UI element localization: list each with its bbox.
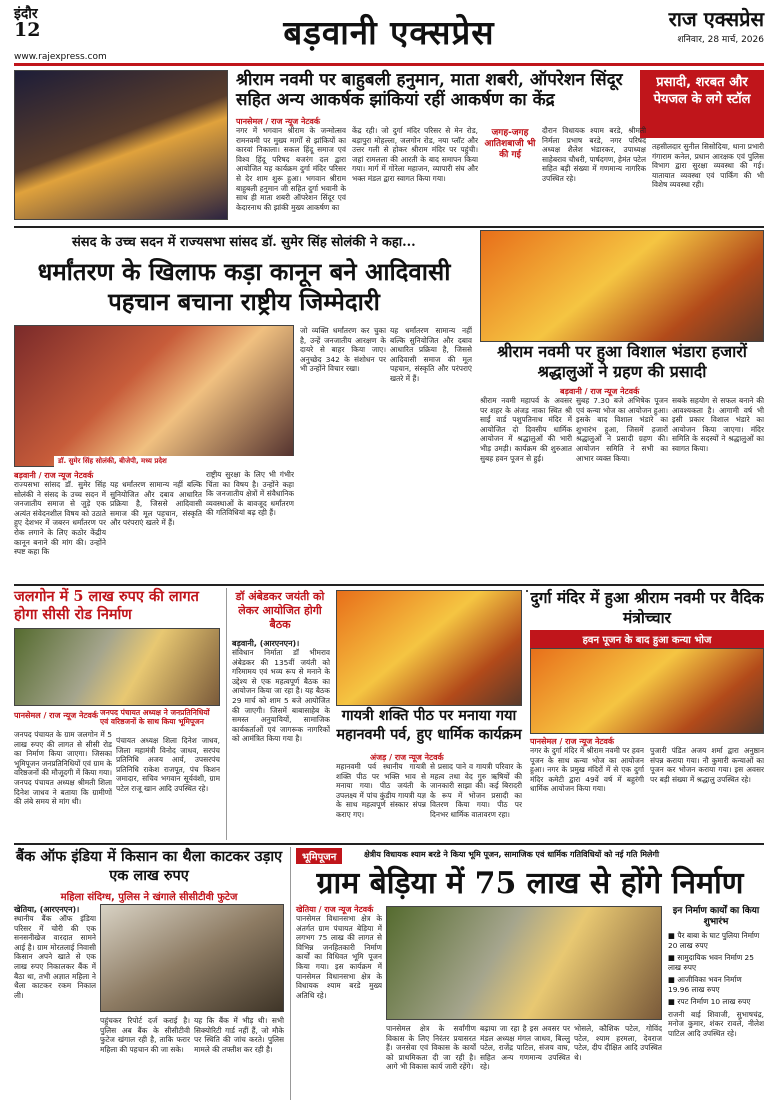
masthead-brand (669, 5, 764, 45)
issue-date: शनिवार, 28 मार्च, 2026 (677, 35, 764, 45)
gayatri-byline: अंजड़ / राज न्यूज नेटवर्क (370, 753, 444, 762)
durga-col-2: पुजारी पंडित अजय शर्मा द्वारा अनुष्ठान संपन्न कराया गया। नौ कुमारी कन्याओं का पूजन कर भोजन कराया गया। इस अवसर पर बड़ी संख्या में श्रद्धालु उपस्थित रहे। (650, 746, 764, 784)
bhandara-col-2: सुबह 7.30 बजे अभिषेक पूजन एवं कन्या भोज का आयोजन हुआ। इसके बाद विशाल भंडारे का शुभारंभ हुआ, जिसमें हजारों श्रद्धालुओं ने प्रसादी ग्रहण की। आयोजन समिति ने सभी का आभार व्यक्त किया। (576, 396, 668, 463)
bhandara-col-1: श्रीराम नवमी महापर्व के अवसर पर शहर के अंजड़ नाका स्थित श्री साईं वार्ड पशुपतिनाथ मंदिर में आयोजित दो दिवसीय धार्मिक आयोजन में श्रद्धालुओं की भारी भीड़ उमड़ी। कार्यक्रम की शुरुआत सुबह हवन पूजन से हुई। (480, 396, 572, 463)
works-list-item: ■ आजीविका भवन निर्माण 19.96 लाख रुपए (668, 975, 742, 994)
bedhiya-kicker: क्षेत्रीय विधायक श्याम बरडे ने किया भूमि पूजन, सामाजिक एवं धार्मिक गतिविधियों को नई गति मिलेगी (364, 850, 660, 859)
pull-quote: जगह-जगह आतिशबाजी भी की गई (484, 128, 536, 160)
top-headline: श्रीराम नवमी पर बाहुबली हनुमान, माता शबरी, ऑपरेशन सिंदूर सहित अन्य आकर्षक झांकियां रहीं आकर्षण का केंद्र (236, 70, 623, 111)
jalgaon-headline: जलगोन में 5 लाख रुपए की लागत होगा सीसी रोड निर्माण (14, 588, 199, 623)
bank-col-2: पहुंचकर रिपोर्ट दर्ज कराई है। पुलिस अब बैंक के सीसीटीवी फुटेज खंगाल रही है, ताकि फरार महिला की पहचान की जा सके। (100, 1016, 190, 1054)
ambedkar-text: संविधान निर्माता डॉ भीमराव अंबेडकर की 135वीं जयंती को गरिमामय एवं भव्य रूप से मनाने के उद्देश्य से एक महत्वपूर्ण बैठक का आयोजन किया जा रहा है। यह बैठक 29 मार्च को शाम 5 बजे आयोजित की जाएगी। जिसमें बाबासाहेब के समस्त अनुयायियों, सामाजिक कार्यकर्ताओं एवं जागरूक नागरिकों को आमंत्रित किया गया है। (232, 648, 330, 744)
section-divider-2 (14, 584, 764, 586)
works-list-title: इन निर्माण कार्यों का किया शुभारंभ (672, 906, 760, 927)
lead-col-4: जो व्यक्ति धर्मांतरण कर चुका है, उन्हें जनजातीय आरक्षण के दायरे से बाहर किया जाए। अनुच्छेद 342 के संशोधन पर भी उन्होंने विचार रखा। (300, 326, 386, 374)
newspaper-title: बड़वानी एक्सप्रेस (283, 13, 495, 52)
top-col-2: केंद्र रही। जो दुर्गा मंदिर परिसर से मेन रोड, बड़ापुरा मोहल्ला, जलगोन रोड, नया प्लॉट और उत्तर गली से होकर श्रीराम मंदिर पर पहुंची। जहां रामलला की आरती के बाद समापन किया गया। मार्ग में गोरेला महाजन, व्यापारी संघ और भक्त मंडल द्वारा स्वागत किया गया। (352, 126, 478, 183)
works-list-item: ■ सामुदायिक भवन निर्माण 25 लाख रुपए (668, 953, 754, 972)
lead-col-3: राष्ट्रीय सुरक्षा के लिए भी गंभीर चिंता का विषय है। उन्होंने कहा कि जनजातीय क्षेत्रों में संवैधानिक व्यवस्थाओं के बावजूद धर्मांतरण की गतिविधियां बढ़ रही हैं। (206, 470, 294, 518)
bank-col-1: स्थानीय बैंक ऑफ इंडिया परिसर में चोरी की एक सनसनीखेज वारदात सामने आई है। ग्राम मोरतलाई निवासी किसान अपने खाते से एक लाख रुपए निकालकर बैंक में बैठा था, तभी अज्ञात महिला ने थैला काटकर रकम निकाल ली। (14, 914, 96, 1000)
brand-name: राज एक्सप्रेस (668, 7, 764, 31)
bedhiya-col-4: भोसले, कौशिक पटेल, गोविंद पटेल, श्याम हरमला, देवराज पटेल, दीप दीक्षित आदि उपस्थित थे। (574, 1024, 662, 1062)
works-list-item: ■ पैर बाबा के घाट पुलिया निर्माण 20 लाख रुपए (668, 931, 760, 950)
bedhiya-ceremony-photo (386, 906, 662, 1020)
top-col-4: तहसीलदार सुनील सिसोदिया, थाना प्रभारी गंगाराम कनेल, प्रधान आरक्षक एवं पुलिस विभाग द्वारा सुरक्षा व्यवस्था की गई। यातायात व्यवस्था एवं पार्किंग की भी विशेष व्यवस्था रही। (652, 142, 764, 190)
works-list-item-2: सामुदायिक भवन निर्माण 25 लाख रुपए (668, 953, 754, 972)
lead-kicker: संसद के उच्च सदन में राज्यसभा सांसद डॉ. सुमेर सिंह सोलंकी ने कहा... (72, 235, 416, 250)
page-number: 12 (14, 19, 41, 41)
bank-of-india-photo (100, 904, 284, 1012)
lead-col-2: यह धर्मांतरण सामान्य नहीं बल्कि सुनियोजित और दबाव आधारित प्रक्रिया है, जिससे आदिवासी समाज की मूल पहचान, संस्कृति और परंपराएं खतरे में हैं। (110, 480, 202, 528)
works-list-tail: राजनी बाई शिवाजी, सुभाषचंद्र, मनोज कुमार, शंकर रावले, नीलेश पाटिल आदि उपस्थित रहे। (668, 1009, 764, 1038)
jalgaon-byline: पानसेमल / राज न्यूज नेटवर्क (14, 711, 99, 720)
lead-photo-caption: डॉ. सुमेर सिंह सोलंकी, बीजेपी, मध्य प्रदेश (54, 456, 294, 467)
jalgaon-col-1: जनपद पंचायत के ग्राम जलगोन में 5 लाख रुपए की लागत से सीसी रोड का निर्माण किया जाएगा। जिसका भूमिपूजन जनप्रतिनिधियों एवं ग्राम के वरिष्ठजनों की मौजूदगी में किया गया। जनपद पंचायत अध्यक्ष श्रीमती शिला दिनेश जाधव ने बताया कि ग्रामीणों की लंबे समय से मांग थी। (14, 730, 112, 807)
lead-col-5: यह धर्मांतरण सामान्य नहीं बल्कि सुनियोजित और दबाव आधारित प्रक्रिया है, जिससे आदिवासी समाज की मूल पहचान, संस्कृति और परंपराएं खतरे में हैं। (390, 326, 472, 383)
jalgaon-caption: जनपद पंचायत अध्यक्ष ने जनप्रतिनिधियों एवं वरिष्ठजनों के साथ किया भूमिपूजन (100, 708, 210, 726)
gayatri-headline: गायत्री शक्ति पीठ पर मनाया गया महानवमी पर्व, हुए धार्मिक कार्यक्रम (336, 707, 522, 743)
column-rule (226, 588, 227, 840)
bhandara-headline: श्रीराम नवमी पर हुआ विशाल भंडारा हजारों श्रद्धालुओं ने ग्रहण की प्रसादी (480, 342, 764, 382)
gayatri-col-1: महानवमी पर्व स्थानीय गायत्री शक्ति पीठ पर भक्ति भाव से मनाया गया। पीठ जयंती के उपलक्ष्य में पांच कुंडीय गायत्री यज्ञ के साथ महत्वपूर्ण संस्कार संपन्न कराए गए। (336, 762, 426, 819)
column-rule-2 (290, 847, 291, 1100)
works-list-box (668, 906, 764, 1090)
top-col-1: नगर में भगवान श्रीराम के जन्मोत्सव रामनवमी पर मुख्य मार्गों से झांकियों का कारवां निकाला। सकल हिंदू समाज एवं विश्व हिंदू परिषद बजरंग दल द्वारा आयोजित यह कार्यक्रम दुर्गा मंदिर परिसर से देर शाम शुरू हुआ। भगवान श्रीराम बाहुबली हनुमान जी सहित दुर्गा भवानी के साथ ही माता शबरी ऑपरेशन सिंदूर एवं केदारनाथ की झांकी मुख्य आकर्षण का (236, 126, 346, 212)
bedhiya-col-2: पानसेमल क्षेत्र के सर्वांगीण विकास के लिए निरंतर प्रयासरत हैं। जनसेवा एवं विकास के कार्यों को प्राथमिकता दी जा रही है। आगे भी विकास कार्य जारी रहेंगे। (386, 1024, 476, 1072)
ambedkar-byline: बड़वानी, (आरएनएन)। (232, 639, 300, 648)
gayatri-spacer (526, 590, 528, 592)
parliament-speech-photo (14, 325, 294, 467)
works-list-item-1: पैर बाबा के घाट पुलिया निर्माण 20 लाख रुपए (668, 931, 760, 950)
durga-havan-photo (530, 648, 764, 734)
works-list-item: ■ रपट निर्माण 10 लाख रुपए (668, 997, 751, 1006)
stalls-highlight-box: प्रसादी, शरबत और पेयजल के लगे स्टॉल (640, 70, 764, 138)
lead-byline: बड़वानी / राज न्यूज नेटवर्क (14, 471, 94, 480)
bhoomipujan-tag: भूमिपूजन (296, 848, 342, 864)
bedhiya-headline: ग्राम बेड़िया में 75 लाख से होंगे निर्माण (316, 866, 744, 901)
section-divider-3 (14, 843, 764, 845)
bank-col-3: यह कि बैंक में भीड़ थी। सभी सिक्योरिटी गार्ड नहीं हैं, जो मौके पर स्थिति की जांच करते। पुलिस मामले की तफ्तीश कर रही है। (194, 1016, 284, 1054)
bedhiya-byline: खेतिया / राज न्यूज नेटवर्क (296, 905, 374, 914)
bedhiya-col-1: पानसेमल विधानसभा क्षेत्र के अंतर्गत ग्राम पंचायत बेड़िया में लगभग 75 लाख की लागत से विभिन्न जनहितकारी निर्माण कार्यों का विधिवत भूमि पूजन किया गया। इस कार्यक्रम में पानसेमल विधानसभा क्षेत्र के विधायक श्याम बरडे मुख्य अतिथि रहे। (296, 914, 382, 1000)
city-label: इंदौर (14, 6, 38, 22)
durga-byline: पानसेमल / राज न्यूज नेटवर्क (530, 737, 615, 746)
lead-col-1: राज्यसभा सांसद डॉ. सुमेर सिंह सोलंकी ने संसद के उच्च सदन में जनजातीय समाज से जुड़े एक अत्यंत संवेदनशील विषय को उठाते हुए देशभर में जबरन धर्मांतरण पर रोक लगाने के लिए कठोर केंद्रीय कानून बनाने की मांग की। उन्होंने स्पष्ट कहा कि (14, 480, 106, 557)
bank-subheadline: महिला संदिग्ध, पुलिस ने खंगाले सीसीटीवी फुटेज (14, 888, 284, 904)
jalgaon-bhoomipujan-photo (14, 628, 220, 706)
section-divider-1 (14, 226, 764, 228)
website-url[interactable]: www.rajexpress.com (14, 52, 107, 62)
gayatri-col-2: से प्रसाद पाने व गायत्री परिवार के महत्व तथा वेद गुरु ऋषियों की जानकारी साझा की। कई बिरादरी के रूप में भोजन प्रसादी का वितरण किया गया। पीठ पर दिनभर धार्मिक वातावरण रहा। (430, 762, 522, 819)
gayatri-yagya-photo-1 (336, 590, 522, 706)
jalgaon-col-2: पंचायत अध्यक्ष शिला दिनेश जाधव, जिला महामंत्री विनोद जाधव, सरपंच प्रतिनिधि अजय आर्य, उपसरपंच प्रतिनिधि राकेश राजपूत, पंच किशन जमादार, सचिव भगवान सूर्यवंशी, ग्राम पटेल राजू खान आदि उपस्थित रहे। (116, 736, 220, 793)
durga-headline: दुर्गा मंदिर में हुआ श्रीराम नवमी पर वैदिक मंत्रोच्चार (530, 588, 764, 627)
ambedkar-headline: डॉ अंबेडकर जयंती को लेकर आयोजित होगी बैठक (235, 590, 325, 631)
bedhiya-col-3: बढ़ाया जा रहा है इस अवसर पर मंडल अध्यक्ष मंगल जाधव, बिल्लु पटेल, राजेंद्र पाटिल, संजय वाघ, सहित अन्य गणमान्य उपस्थित रहे। (480, 1024, 570, 1072)
works-list-item-3: आजीविका भवन निर्माण 19.96 लाख रुपए (668, 975, 742, 994)
durga-subheadline: हवन पूजन के बाद हुआ कन्या भोज (530, 630, 764, 648)
bank-headline: बैंक ऑफ इंडिया में किसान का थैला काटकर उड़ाए एक लाख रुपए (15, 848, 283, 884)
works-list-item-4: रपट निर्माण 10 लाख रुपए (677, 997, 751, 1006)
lead-headline: धर्मांतरण के खिलाफ कड़ा कानून बने आदिवासी पहचान बचाना राष्ट्रीय जिम्मेदारी (37, 257, 451, 316)
bank-byline: खेतिया, (आरएनएन)। (14, 905, 80, 914)
bhandara-col-3: सबके सहयोग से सफल बनाने की आवश्यकता है। आगामी वर्ष भी इसी प्रकार विशाल भंडारे का आयोजन किया जाएगा। मंदिर समिति के सदस्यों ने श्रद्धालुओं का स्वागत किया। (672, 396, 764, 453)
top-col-3: दौरान विधायक श्याम बरडे, श्रीमती निर्मला प्रभाष बरडे, नगर परिषद अध्यक्ष शैलेश भंडारकर, उपाध्यक्ष साहेबराव चौधरी, पार्षदगण, हेमंत पटेल सहित बड़ी संख्या में गणमान्य नागरिक उपस्थित रहे। (542, 126, 646, 183)
bhandara-byline: बड़वानी / राज न्यूज नेटवर्क (560, 387, 640, 396)
top-byline: पानसेमल / राज न्यूज नेटवर्क (236, 117, 321, 126)
bhandara-photo (480, 230, 764, 342)
durga-col-1: नगर के दुर्गा मंदिर में श्रीराम नवमी पर हवन पूजन के साथ कन्या भोज का आयोजन हुआ। नगर के प्रमुख मंदिरों में से एक दुर्गा मंदिर कमेटी द्वारा 49वें वर्ष में बहुरंगी धार्मिक आयोजन किया गया। (530, 746, 644, 794)
masthead-rule (14, 63, 764, 66)
night-procession-photo (14, 70, 228, 220)
